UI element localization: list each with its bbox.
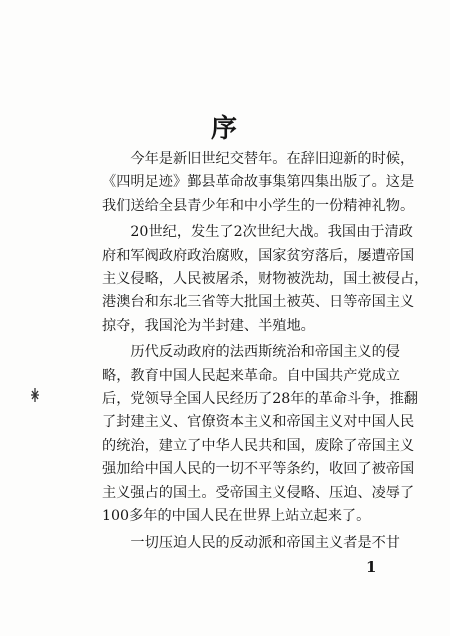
page-number: 1 [366, 558, 377, 576]
text-line: 《四明足迹》鄞县革命故事集第四集出版了。这是 [102, 174, 415, 191]
text-line: 20世纪，发生了2次世纪大战。我国由于清政 [130, 224, 413, 241]
preface-body [102, 148, 429, 555]
text-line: 掠夺，我国沦为半封建、半殖地。 [102, 317, 315, 334]
text-line: 了封建主义、官僚资本主义和帝国主义对中国人民 [102, 414, 415, 431]
text-line: 历代反动政府的法西斯统治和帝国主义的侵 [130, 344, 400, 361]
page-title: 序 [210, 114, 239, 144]
text-line: 略，教育中国人民起来革命。自中国共产党成立 [102, 367, 400, 384]
text-line: 强加给中国人民的一切不平等条约，收回了被帝国 [102, 461, 415, 478]
paragraph-4 [102, 532, 400, 555]
text-line: 今年是新旧世纪交替年。在辞旧迎新的时候， [130, 151, 415, 167]
binding-hole-mark [31, 388, 39, 402]
text-line: 主义侵略，人民被屠杀，财物被洗劫，国土被侵占， [102, 271, 429, 288]
text-line: 一切压迫人民的反动派和帝国主义者是不甘 [130, 534, 400, 551]
text-line: 我们送给全县青少年和中小学生的一份精神礼物。 [102, 197, 415, 214]
text-line: 港澳台和东北三省等大批国土被英、日等帝国主义 [102, 294, 415, 311]
text-line: 的统治，建立了中华人民共和国，废除了帝国主义 [102, 437, 415, 454]
paragraph-1 [102, 148, 415, 218]
paragraph-3 [102, 341, 418, 528]
paragraph-2 [102, 221, 429, 338]
text-line: 主义强占的国土。受帝国主义侵略、压迫、凌辱了 [102, 484, 415, 501]
text-line: 府和军阀政府政治腐败，国家贫穷落后，屡遭帝国 [102, 247, 415, 264]
text-line: 100多年的中国人民在世界上站立起来了。 [102, 508, 371, 525]
text-line: 后，党领导全国人民经历了28年的革命斗争，推翻 [102, 391, 418, 408]
